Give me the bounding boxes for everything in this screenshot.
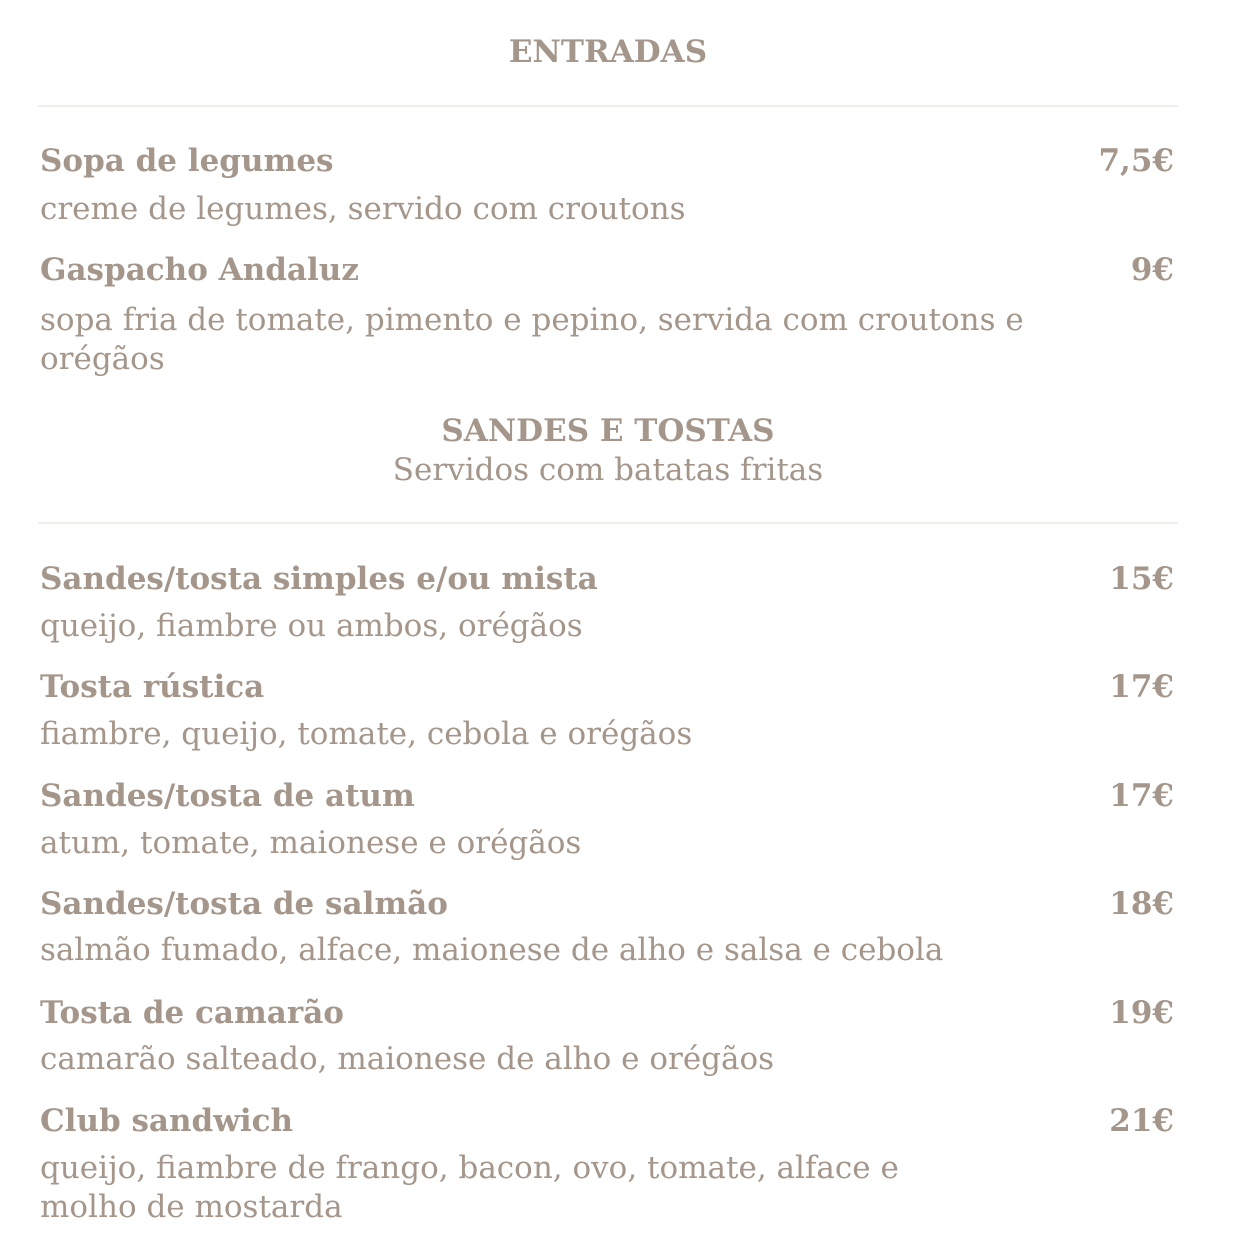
menu-item-name: Sopa de legumes [40, 143, 334, 179]
menu-item-price: 21€ [1109, 1103, 1174, 1139]
menu-item-price: 19€ [1109, 995, 1174, 1031]
menu-item-name: Tosta rústica [40, 669, 265, 705]
menu-item-price: 15€ [1109, 561, 1174, 597]
menu-item-description: camarão salteado, maionese de alho e orégãos [40, 1041, 775, 1077]
menu-item-description: creme de legumes, servido com croutons [40, 191, 686, 227]
menu-item-description: fiambre, queijo, tomate, cebola e orégãos [40, 716, 693, 752]
section-title-sandes-e-tostas: SANDES E TOSTAS [441, 413, 775, 449]
menu-item-description: queijo, fiambre ou ambos, orégãos [40, 608, 583, 644]
menu-item-description: sopa fria de tomate, pimento e pepino, servida com croutons e orégãos [40, 302, 1024, 377]
menu-item-price: 7,5€ [1098, 143, 1174, 179]
menu-item-name: Sandes/tosta de salmão [40, 886, 448, 922]
menu-item-price: 18€ [1109, 886, 1174, 922]
section-title-entradas: ENTRADAS [508, 34, 708, 70]
section-divider [38, 522, 1178, 524]
menu-item-description: atum, tomate, maionese e orégãos [40, 825, 582, 861]
menu-item-name: Club sandwich [40, 1103, 294, 1139]
menu-item-name: Sandes/tosta de atum [40, 778, 415, 814]
section-subtitle: Servidos com batatas fritas [392, 452, 824, 488]
menu-item-name: Gaspacho Andaluz [40, 252, 359, 288]
menu-item-price: 9€ [1130, 252, 1174, 288]
menu-item-price: 17€ [1109, 778, 1174, 814]
menu-item-description: salmão fumado, alface, maionese de alho e salsa e cebola [40, 932, 944, 968]
section-divider [38, 105, 1178, 107]
menu-item-description: queijo, fiambre de frango, bacon, ovo, tomate, alface e molho de mostarda [40, 1150, 899, 1225]
menu-item-name: Tosta de camarão [40, 995, 344, 1031]
menu-item-name: Sandes/tosta simples e/ou mista [40, 561, 598, 597]
menu-item-price: 17€ [1109, 669, 1174, 705]
